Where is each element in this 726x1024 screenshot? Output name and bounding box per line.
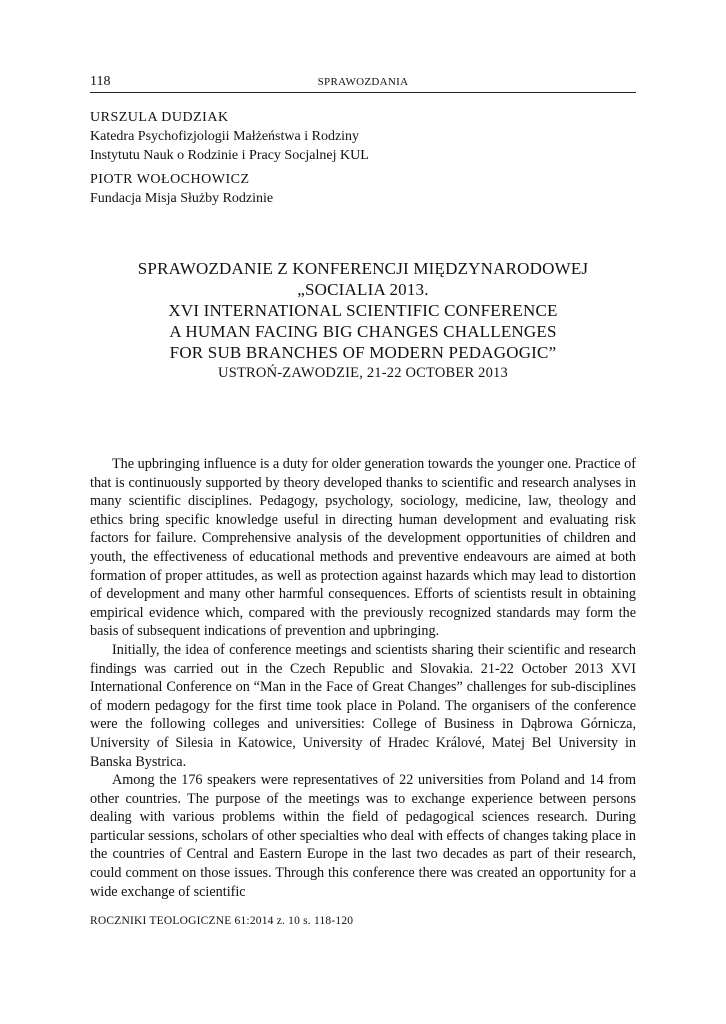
author-affiliation: Instytutu Nauk o Rodzinie i Pracy Socjalnej KUL: [90, 148, 369, 163]
author-affiliation: Katedra Psychofizjologii Małżeństwa i Rodziny: [90, 129, 360, 144]
author-name: PIOTR WOŁOCHOWICZ: [90, 172, 250, 187]
journal-citation: ROCZNIKI TEOLOGICZNE 61:2014 z. 10 s. 118-120: [90, 915, 354, 927]
author-name: URSZULA DUDZIAK: [90, 110, 229, 125]
article-title: [90, 258, 636, 384]
body-paragraph: The upbringing influence is a duty for older generation towards the younger one. Practice of that is continuously supported by theory developed thanks to scientific and research analyses in many scientific disciplines. Pedagogy, psychology, sociology, medicine, law, theology and ethics bring specific knowledge useful in directing human development and evaluating risk factors for failure. Comprehensive analysis of the development opportunities of children and youth, the effectiveness of educational methods and preventive endeavours are aimed at both formation of proper attitudes, as well as protection against hazards which may lead to distortion of development and many other harmful consequences. Efforts of scientists result in obtaining empirical evidence which, compared with the previously recognized standards may form the basis of subsequent indications of prevention and upbringing.: [90, 456, 636, 640]
body-paragraph: Initially, the idea of conference meetings and scientists sharing their scientific and research findings was carried out in the Czech Republic and Slovakia. 21-22 October 2013 XVI International Conference on “Man in the Face of Great Changes” challenges for sub-disciplines of modern pedagogy for the first time took place in Poland. The organisers of the conference were the following colleges and universities: College of Business in Dąbrowa Górnicza, University of Silesia in Katowice, University of Hradec Králové, Matej Bel University in Banska Bystrica.: [90, 641, 636, 770]
conference-place-date: USTROŃ-ZAWODZIE, 21-22 OCTOBER 2013: [218, 365, 508, 381]
author-block: [90, 108, 369, 208]
title-line: „SOCIALIA 2013.: [297, 280, 429, 299]
title-line: XVI INTERNATIONAL SCIENTIFIC CONFERENCE: [168, 301, 558, 320]
title-line: FOR SUB BRANCHES OF MODERN PEDAGOGIC”: [169, 343, 557, 362]
body-paragraph: Among the 176 speakers were representatives of 22 universities from Poland and 14 from other countries. The purpose of the meetings was to exchange experience between persons dealing with various problems within the field of pedagogical sciences research. During particular sessions, scholars of other specialties who deal with effects of changes taking place in the countries of Central and Eastern Europe in the last two decades as part of their research, could comment on those issues. Through this conference there was created an opportunity for a wide exchange of scientific: [90, 772, 636, 900]
article-body: [90, 455, 636, 901]
title-line: A HUMAN FACING BIG CHANGES CHALLENGES: [169, 322, 557, 341]
running-title: SPRAWOZDANIA: [317, 76, 409, 88]
page-header: [90, 72, 636, 93]
page-number: 118: [90, 74, 111, 89]
author-affiliation: Fundacja Misja Służby Rodzinie: [90, 191, 274, 206]
title-line: SPRAWOZDANIE Z KONFERENCJI MIĘDZYNARODOWEJ: [137, 259, 589, 278]
